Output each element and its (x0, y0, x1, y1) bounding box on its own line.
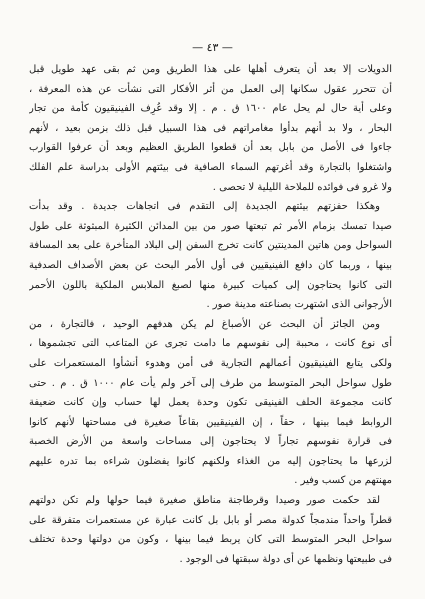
text-line: قطراً واحداً مندمجاً كدولة مصر أو بابل بل كانت عبارة عن مستعمرات متفرقة على (29, 514, 392, 526)
text-line: جاءوا فى الأصل من بابل بعد أن قطعوا الطريق العظيم وبعد أن عرفوا القوارب (29, 142, 392, 154)
text-line: مهنتهم من كسب وفير . (294, 475, 392, 487)
text-line: ومن الجائز أن البحث عن الأصباغ لم يكن هدفهم الوحيد ، فالتجارة ، من (29, 318, 380, 330)
paragraph (29, 197, 392, 315)
text-line: ولا غرو فى فوائده للملاحة الليلية لا تحصى . (212, 181, 392, 193)
text-line: السواحل ومن هاتين المدينتين كانت تخرج السفن إلى البلاد المتأخرة على بعد المسافة (29, 240, 392, 252)
page-number: — ٤٣ — (192, 41, 233, 54)
text-line: لزرعها ما يحتاجون إليه من الغذاء ولكنهم كانوا يفضلون شراءه بما تدره عليهم (29, 455, 392, 467)
text-line: واشتغلوا بالتجارة وقد أغرتهم السماء الصافية فى بيئتهم الأولى بدراسة علم الفلك (29, 161, 392, 173)
text-line: البحار ، ولا بد أنهم بدأوا مغامراتهم فى هذا السبيل قبل ذلك بزمن بعيد ، لأنهم (29, 122, 392, 134)
text-line: أن تتحرر عقول سكانها إلى العمل من أثر الأفكار التى نشأت عن هذه المعرفة ، (29, 83, 392, 95)
text-line: الدويلات إلا بعد أن يتعرف أهلها على هذا الطريق ومن ثم بقى عهد طويل قبل (29, 64, 392, 75)
paragraph (29, 60, 392, 197)
text-line: سواحل البحر المتوسط التى كان يربط فيما بينها ، وكون من دولتها وحدة تختلف (29, 534, 392, 546)
text-line: ولكى يتابع الفينيقيون أعمالهم التجارية فى أمن وهدوء أنشأوا المستعمرات على (29, 357, 392, 369)
body-text (29, 60, 392, 569)
text-line: وعلى أية حال لم يحل عام ١٦٠٠ ق . م . إلا وقد عُرِف الفينيقيون كأمة من تجار (29, 103, 392, 115)
text-line: طول سواحل البحر المتوسط من طرف إلى آخر ولم يأت عام ١٠٠٠ ق . م . حتى (29, 377, 392, 389)
text-line: التى كانوا يحتاجون إلى كميات كبيرة منها لصبغ الملابس الملكية باللون الأحمر (29, 279, 392, 291)
text-line: لقد حكمت صور وصيدا وقرطاجنة مناطق صغيرة فيما حولها ولم تكن دولتهم (29, 495, 380, 507)
paragraph (29, 491, 392, 569)
text-line: وهكذا حفزتهم بيئتهم الجديدة إلى التقدم فى اتجاهات جديدة . وقد بدأت (29, 201, 380, 213)
text-line: فى طبيعتها ونظمها عن أى دولة سبقتها فى الوجود . (179, 553, 392, 565)
text-line: فى قرارة نفوسهم تجاراً لا يحتاجون إلى مساحات واسعة من الأرض الخصبة (29, 436, 392, 448)
text-line: صيدا تمسك بزمام الأمر ثم تبعتها صور من بين المدائن الكثيرة المبثوثة على طول (29, 220, 392, 232)
text-line: كانت مجموعة الحلف الفينيقى تكون وحدة يعمل لها حساب وإن كانت ضعيفة (29, 397, 392, 409)
text-line: أى نوع كانت ، محببة إلى نفوسهم ما دامت تجرى عن المتاعب التى تجشموها ، (29, 338, 392, 350)
text-line: بينها ، وربما كان دافع الفينيقيين فى أول الأمر البحث عن بعض الأصداف الصدفية (29, 259, 392, 271)
text-line: الروابط فيما بينها ، حقاً ، إن الفينيقيين بقاعاً صغيرة فى مساحتها لأنهم كانوا (29, 416, 392, 428)
text-line: الأرجوانى الذى اشتهرت بصناعته مدينة صور . (206, 299, 392, 311)
paragraph (29, 315, 392, 491)
